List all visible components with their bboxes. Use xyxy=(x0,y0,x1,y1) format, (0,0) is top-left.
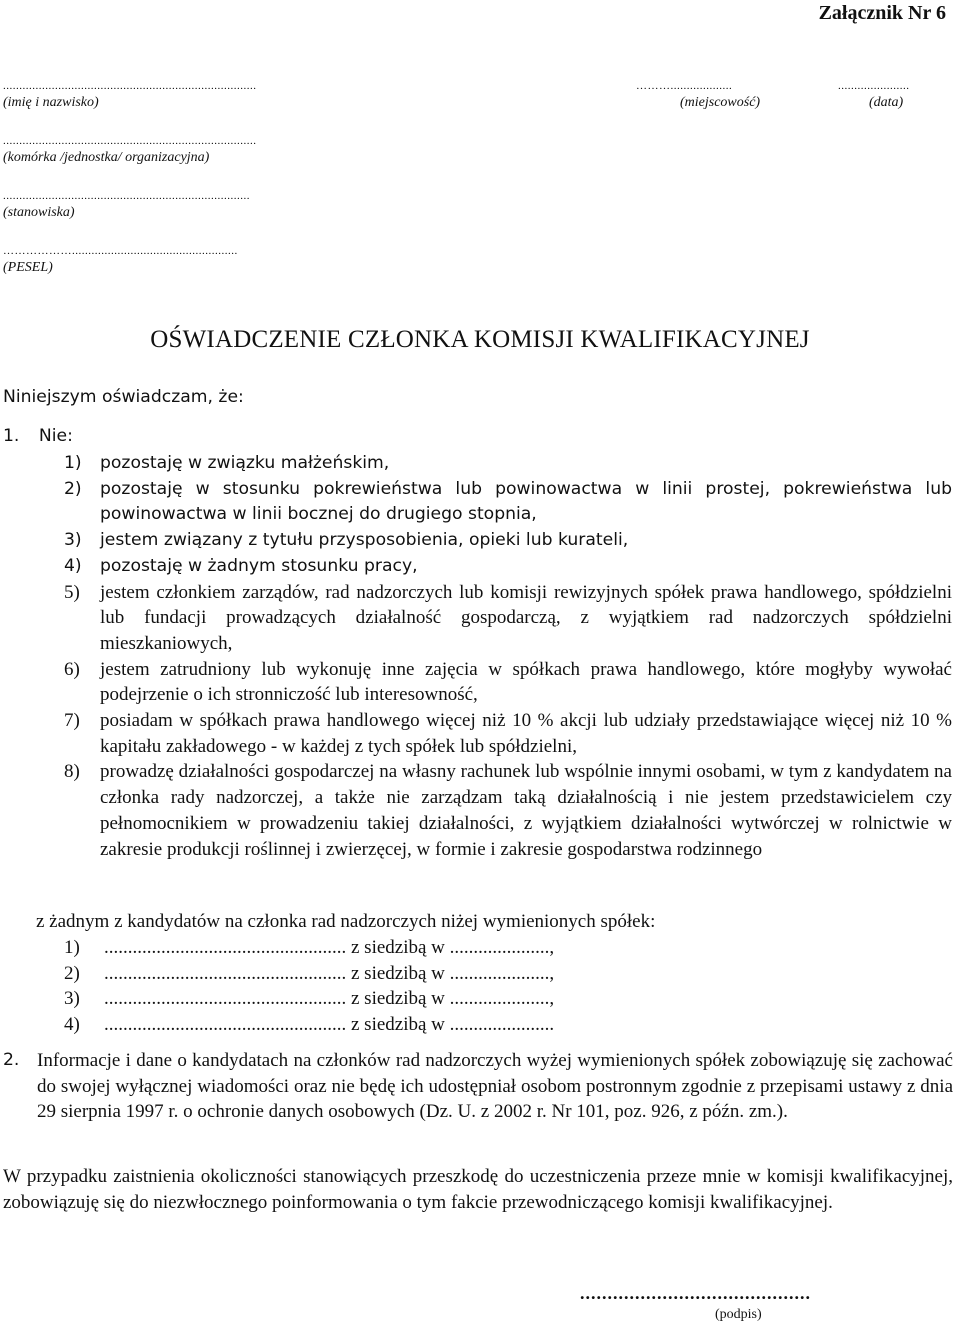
company-number: 1) xyxy=(64,937,80,958)
point-1-tail: z żadnym z kandydatów na członka rad nadzorczych niżej wymienionych spółek: xyxy=(36,911,656,932)
name-label: (imię i nazwisko) xyxy=(3,95,99,110)
company-row xyxy=(64,986,944,1012)
date-dots: ...................... xyxy=(838,80,910,92)
company-text: ................................................... z siedzibą w ...................... xyxy=(104,1014,555,1036)
unit-dots: .............................................................................. xyxy=(3,135,257,147)
point-2-number: 2. xyxy=(3,1050,20,1070)
pesel-dots: ………………................................................... xyxy=(3,245,238,257)
list-item-text: jestem związany z tytułu przysposobienia, opieki lub kurateli, xyxy=(100,530,629,551)
name-dots: .............................................................................. xyxy=(3,80,257,92)
list-item xyxy=(36,657,952,708)
list-item-text: pozostaję w stosunku pokrewieństwa lub powinowactwa w linii prostej, pokrewieństwa lub powinowactwa w linii bocznej do drugiego stopnia, xyxy=(100,478,952,525)
pesel-label: (PESEL) xyxy=(3,260,53,275)
company-row xyxy=(64,961,944,987)
intro-text: Niniejszym oświadczam, że: xyxy=(3,387,244,407)
list-item xyxy=(36,580,952,657)
list-item xyxy=(36,477,952,528)
annex-label: Załącznik Nr 6 xyxy=(818,2,946,24)
point-1-heading xyxy=(3,424,73,450)
company-number: 2) xyxy=(64,962,80,984)
list-item-text: prowadzę działalności gospodarczej na własny rachunek lub wspólnie innymi osobami, w tym z kandydatem na członka rady nadzorczej, a także nie zarządzam taką działalnością i nie jestem przedstawicielem czy pełnomocnikiem w prowadzeniu takiej działalności, z wyjątkiem działalności wytwórczej w rolnictwie w zakresie produkcji roślinnej i zwierzęcej, w formie i zakresie gospodarstwa rodzinnego xyxy=(100,761,952,860)
list-item-number: 1) xyxy=(64,453,82,473)
list-item xyxy=(36,451,952,477)
list-item xyxy=(36,554,952,580)
list-item xyxy=(36,708,952,759)
signature-label: (podpis) xyxy=(715,1307,762,1322)
place-label: (miejscowość) xyxy=(680,95,761,110)
list-item-text: pozostaję w związku małżeńskim, xyxy=(100,453,390,473)
unit-label: (komórka /jednostka/ organizacyjna) xyxy=(3,150,210,165)
position-label: (stanowiska) xyxy=(3,205,75,220)
list-item-number: 8) xyxy=(64,761,80,783)
point-1-lead: Nie: xyxy=(38,426,73,446)
list-item-number: 3) xyxy=(64,530,82,551)
company-row xyxy=(64,935,944,961)
point-1-number: 1. xyxy=(3,426,20,446)
final-paragraph: W przypadku zaistnienia okoliczności stanowiących przeszkodę do uczestniczenia przeze mnie w komisji kwalifikacyjnej, zobowiązuję się do niezwłocznego poinformowania o tym fakcie przewodniczącego komisji kwalifikacyjnej. xyxy=(3,1166,953,1213)
list-item-number: 6) xyxy=(64,658,80,680)
list-item xyxy=(36,759,952,862)
list-item-number: 5) xyxy=(64,581,80,603)
list-item-text: pozostaję w żadnym stosunku pracy, xyxy=(100,555,418,576)
point-1-list xyxy=(36,451,952,862)
company-row xyxy=(64,1012,944,1038)
point-2-text: Informacje i dane o kandydatach na członków rad nadzorczych wyżej wymienionych spółek zobowiązuję się zachować do swojej wyłącznej wiadomości oraz nie będę ich udostępniał osobom postronnym zgodnie z przepisami ustawy z dnia 29 sierpnia 1997 r. o ochronie danych osobowych (Dz. U. z 2002 r. Nr 101, poz. 926, z późn. zm.). xyxy=(37,1050,953,1123)
document-title: OŚWIADCZENIE CZŁONKA KOMISJI KWALIFIKACYJNEJ xyxy=(150,326,810,353)
company-text: ................................................... z siedzibą w ....................., xyxy=(104,962,555,984)
point-2 xyxy=(3,1048,953,1125)
company-text: ................................................... z siedzibą w ....................., xyxy=(104,937,555,958)
position-dots: ............................................................................ xyxy=(3,190,250,202)
list-item-number: 4) xyxy=(64,555,82,576)
list-item-number: 2) xyxy=(64,478,82,499)
list-item-text: jestem członkiem zarządów, rad nadzorczych lub komisji rewizyjnych spółek prawa handlowego, spółdzielni lub fundacji prowadzących działalność gospodarczą, z wyjątkiem rad nadzorczych spółdzielni mieszkaniowych, xyxy=(100,581,952,654)
list-item xyxy=(36,528,952,554)
company-text: ................................................... z siedzibą w ....................., xyxy=(104,988,555,1010)
place-dots: ………................... xyxy=(636,80,733,92)
company-number: 4) xyxy=(64,1014,80,1036)
list-item-number: 7) xyxy=(64,710,80,732)
date-label: (data) xyxy=(869,95,904,110)
company-number: 3) xyxy=(64,988,80,1010)
signature-line: .......................................... xyxy=(580,1283,811,1303)
list-item-text: jestem zatrudniony lub wykonuję inne zajęcia w spółkach prawa handlowego, które mogłyby wywołać podejrzenie o ich stronniczość lub interesowność, xyxy=(100,658,952,706)
company-list xyxy=(64,935,944,1038)
list-item-text: posiadam w spółkach prawa handlowego więcej niż 10 % akcji lub udziały przedstawiające więcej niż 10 % kapitału zakładowego - w każdej z tych spółek lub spółdzielni, xyxy=(100,710,952,757)
